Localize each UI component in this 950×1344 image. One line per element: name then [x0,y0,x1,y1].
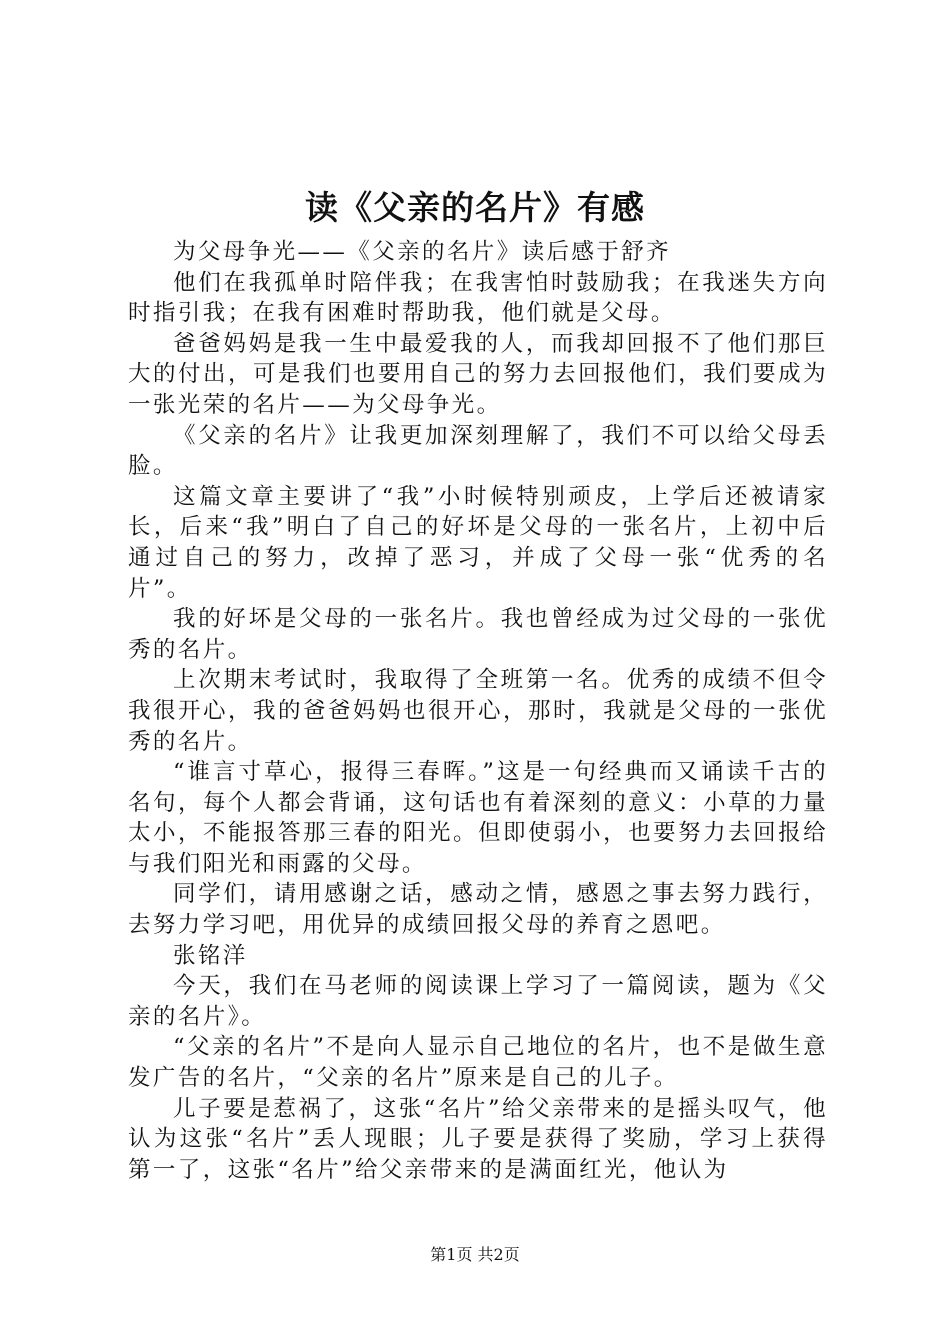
paragraph: 爸爸妈妈是我一生中最爱我的人，而我却回报不了他们那巨大的付出，可是我们也要用自己的努力去回报他们，我们要成为一张光荣的名片——为父母争光。 [128,330,828,418]
paragraph-subtitle: 为父母争光——《父亲的名片》读后感于舒齐 [173,239,672,265]
document-title: 读《父亲的名片》有感 [305,188,645,227]
paragraph: “父亲的名片”不是向人显示自己地位的名片，也不是做生意发广告的名片，“父亲的名片”原来是自己的儿子。 [128,1034,828,1092]
document-body [128,237,828,1185]
paragraph: 上次期末考试时，我取得了全班第一名。优秀的成绩不但令我很开心，我的爸爸妈妈也很开心，那时，我就是父母的一张优秀的名片。 [128,667,828,755]
paragraph: 儿子要是惹祸了，这张“名片”给父亲带来的是摇头叹气，他认为这张“名片”丢人现眼；儿子要是获得了奖励，学习上获得第一了，这张“名片”给父亲带来的是满面红光，他认为 [128,1095,828,1183]
paragraph: 今天，我们在马老师的阅读课上学习了一篇阅读，题为《父亲的名片》。 [128,973,828,1030]
author-name: 张铭洋 [173,942,248,969]
paragraph: 《父亲的名片》让我更加深刻理解了，我们不可以给父母丢脸。 [128,422,828,480]
paragraph: “谁言寸草心，报得三春晖。”这是一句经典而又诵读千古的名句，每个人都会背诵，这句话也有着深刻的意义：小草的力量太小，不能报答那三春的阳光。但即使弱小，也要努力去回报给与我们阳光和雨露的父母。 [128,759,828,877]
paragraph: 这篇文章主要讲了“我”小时候特别顽皮，上学后还被请家长，后来“我”明白了自己的好坏是父母的一张名片，上初中后通过自己的努力，改掉了恶习，并成了父母一张“优秀的名片”。 [128,483,828,602]
page-number-footer: 第1页 共2页 [430,1245,520,1264]
paragraph: 同学们，请用感谢之话，感动之情，感恩之事去努力践行，去努力学习吧，用优异的成绩回报父母的养育之恩吧。 [128,881,828,939]
paragraph: 他们在我孤单时陪伴我；在我害怕时鼓励我；在我迷失方向时指引我；在我有困难时帮助我，他们就是父母。 [128,269,828,327]
paragraph: 我的好坏是父母的一张名片。我也曾经成为过父母的一张优秀的名片。 [128,606,828,663]
